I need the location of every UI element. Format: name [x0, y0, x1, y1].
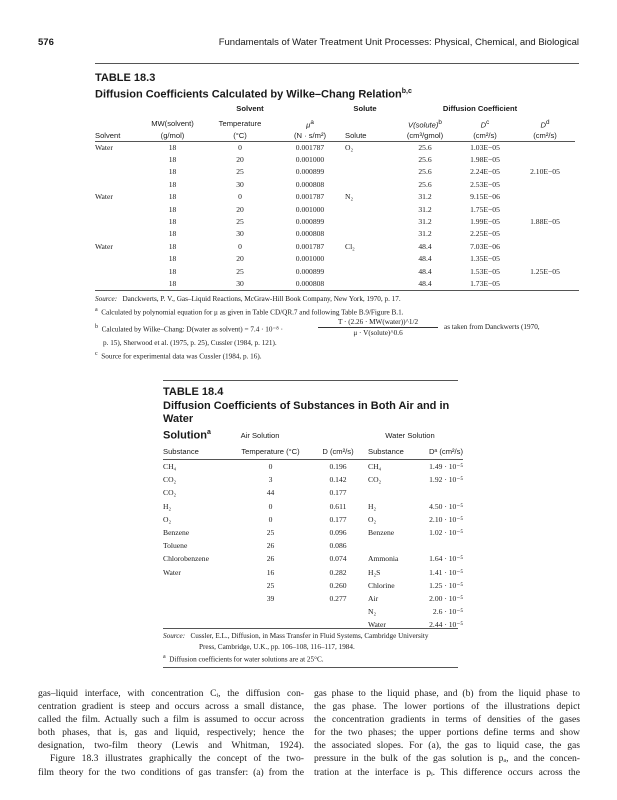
page-header	[38, 37, 579, 51]
table2-row	[163, 592, 463, 605]
table2-row	[163, 460, 463, 474]
th-mw: MW(solvent)	[151, 119, 194, 129]
table1-cell-solute	[345, 266, 395, 278]
table1-row	[95, 241, 575, 253]
table1-cell-viscosity: 0.001787	[295, 192, 325, 202]
table2-cell-d-water: 2.44 · 10⁻⁵	[429, 620, 463, 630]
body-line: the associated slopes. For (a), the gas to liquid case, the gas	[314, 740, 580, 752]
table2-cell-d-air	[308, 605, 368, 618]
table2-cell-air-substance: Toluene	[163, 541, 188, 551]
table2-row	[163, 486, 463, 499]
th2-da: Dᵃ (cm²/s)	[428, 447, 463, 456]
table1-cell-viscosity: 0.000808	[295, 179, 325, 189]
table1-row	[95, 228, 575, 240]
table1-cell-mw: 18	[168, 204, 177, 214]
table1-note-a-text: Calculated by polynomial equation for μ as given in Table CD/QR.7 and following Table B.9/Figure B.1.	[101, 307, 404, 316]
table2-cell-air-substance: CO₂	[163, 488, 177, 498]
th2-substance-water: Substance	[368, 447, 404, 456]
table1-cell-mw: 18	[168, 216, 177, 226]
page-number: 576	[38, 37, 54, 48]
th-solvent: Solvent	[95, 130, 121, 140]
table1-cell-temperature: 20	[236, 154, 244, 164]
table2-note-a: $^a$ Diffusion coefficients for water solutions are at 25°C.	[163, 654, 324, 664]
note-b-numerator: T · (2.26 · MW(water))^1/2	[318, 317, 438, 328]
table1-cell-d-exp: 2.10E−05	[530, 167, 560, 177]
table2-cell-d-water: 1.25 · 10⁻⁵	[429, 580, 463, 590]
table1-cell-viscosity: 0.001000	[295, 254, 325, 264]
table1-cell-solvent	[95, 166, 140, 178]
table1-cell-mw: 18	[168, 279, 177, 288]
table2-cell-temperature: 39	[266, 594, 275, 604]
table2-cell-water-substance: H₂	[368, 501, 377, 511]
table1-cell-solute	[345, 204, 395, 216]
th-temp-unit: (°C)	[233, 130, 247, 140]
th2-d: D (cm²/s)	[322, 447, 354, 456]
table1-cell-solvent	[95, 154, 140, 166]
table1-cell-viscosity: 0.000899	[295, 167, 325, 177]
table2-row	[163, 605, 463, 618]
table2-cell-d-water: 1.49 · 10⁻⁵	[429, 462, 463, 471]
table2-body	[163, 460, 463, 632]
table2-cell-d-air: 0.277	[329, 594, 347, 604]
table1-cell-v-solute: 48.4	[418, 254, 432, 264]
table2-caption-sup: a	[207, 429, 211, 436]
note-b-denominator: μ · V(solute)^0.6	[353, 329, 403, 338]
table1-cell-solute	[345, 278, 395, 290]
th-v-unit: (cm³/gmol)	[406, 130, 444, 140]
th-v-label: V(solute)	[408, 120, 439, 130]
table2-cell-temperature: 0	[268, 462, 273, 471]
table1-cell-d-exp	[515, 154, 575, 166]
table2-cell-temperature: 26	[266, 554, 275, 564]
table2-cell-water-substance: Chlorine	[368, 580, 395, 590]
body-line: designation, two-film theory (Lewis and Whitman, 1924).	[38, 740, 304, 752]
table1-cell-v-solute: 25.6	[418, 167, 432, 177]
body-line: film theory for the two conditions of gas transfer: (a) from the	[38, 766, 304, 778]
table2-cell-air-substance	[163, 618, 233, 631]
table2-notes	[163, 631, 463, 665]
table2-cell-d-water: 2.00 · 10⁻⁵	[429, 594, 463, 604]
body-line: the gas phase. The lower portions of the illustrations depict	[314, 701, 580, 713]
table1-cell-d-exp	[515, 241, 575, 253]
th-dc-unit: (cm²/s)	[473, 130, 497, 140]
table2-cell-d-air: 0.086	[329, 541, 347, 551]
table1-source	[95, 294, 579, 305]
table1-cell-solvent: Water	[95, 241, 113, 251]
table1-note-b-cont: p. 15), Sherwood et al. (1975, p. 25), Cussler (1984, p. 121).	[103, 339, 277, 348]
table2-cell-water-substance: N₂	[368, 607, 377, 617]
body-line: for the two phases; the upper portions define terms and show	[314, 727, 580, 739]
table1-note-b: $^b$ Calculated by Wilke–Chang: D(water as solvent) = 7.4 · 10⁻⁸ · T · (2.26 · MW(water))^1/2 μ · V(solute)^0.6 as taken from Danckwerts (1970,	[95, 318, 540, 338]
table1-cell-d-exp	[515, 204, 575, 216]
table1-note-c-text: Source for experimental data was Cussler (1984, p. 16).	[101, 352, 262, 361]
table1-source-label: Source:	[95, 295, 118, 303]
table1-cell-temperature: 25	[236, 216, 244, 226]
body-line: pressure in the bulk of the gas solution is pₐ, and the concen-	[314, 753, 580, 765]
table1-caption-text: Diffusion Coefficients Calculated by Wilke–Chang Relation	[95, 88, 402, 101]
table2-row	[163, 552, 463, 565]
table1-cell-d-exp	[515, 253, 575, 265]
table2-cell-d-air: 0.260	[329, 580, 347, 590]
table1-row	[95, 179, 575, 191]
table1-cell-temperature: 20	[236, 254, 244, 264]
table2-row	[163, 566, 463, 579]
table1-cell-d-calc: 2.24E−05	[470, 167, 500, 177]
table1-cell-solvent	[95, 266, 140, 278]
body-column-right	[314, 687, 580, 779]
table2-caption-line2: Solution	[163, 429, 207, 442]
table2-cell-d-air: 0.177	[329, 514, 347, 524]
table1-cell-d-exp	[515, 228, 575, 240]
table1-cell-viscosity: 0.000808	[295, 279, 325, 288]
table2	[163, 445, 463, 632]
table1-cell-d-exp: 1.88E−05	[530, 216, 560, 226]
table1-bottom-rule	[95, 290, 579, 291]
table2-cell-d-air: 0.282	[329, 567, 347, 577]
table1-cell-v-solute: 31.2	[418, 192, 432, 202]
table1-cell-v-solute: 25.6	[418, 142, 432, 152]
table1-row	[95, 204, 575, 216]
table1-cell-v-solute: 48.4	[418, 279, 432, 288]
table2-cell-temperature	[233, 605, 308, 618]
table2-cell-d-water	[418, 539, 463, 552]
table2-row	[163, 579, 463, 592]
table2-title: TABLE 18.4	[163, 386, 224, 398]
table1-cell-solute: N₂	[345, 192, 354, 202]
table1-note-c: $^c$ Source for experimental data was Cussler (1984, p. 16).	[95, 350, 262, 361]
table2-cell-d-water	[418, 486, 463, 499]
table2-cell-air-substance	[163, 592, 233, 605]
th-dc-sup: c	[486, 119, 490, 126]
table1-cell-mw: 18	[168, 142, 177, 152]
th-dc-label: D	[480, 120, 487, 130]
table2-cell-water-substance	[368, 539, 418, 552]
table1-row	[95, 253, 575, 265]
table1-cell-solvent	[95, 278, 140, 290]
table1-group-diffusion: Diffusion Coefficient	[442, 104, 518, 113]
table1-cell-d-exp	[515, 179, 575, 191]
table1-cell-mw: 18	[168, 229, 177, 239]
table2-cell-temperature: 16	[266, 567, 275, 577]
body-line: tration at the interface is pᵢ. This difference occurs across the	[314, 766, 580, 778]
table2-cell-water-substance	[368, 486, 418, 499]
th-dd-sup: d	[545, 119, 550, 126]
table2-cell-d-water: 2.6 · 10⁻⁵	[432, 607, 463, 617]
table1-cell-viscosity: 0.000808	[295, 229, 325, 239]
table2-cell-air-substance: O₂	[163, 514, 172, 524]
table2-cell-air-substance: Water	[163, 567, 181, 577]
table2-note-a-text: Diffusion coefficients for water solutions are at 25°C.	[169, 655, 324, 664]
table1-cell-solvent	[95, 228, 140, 240]
table1-cell-solvent	[95, 253, 140, 265]
table2-source-line1: Cussler, E.L., Diffusion, in Mass Transfer in Fluid Systems, Cambridge University	[190, 632, 429, 640]
table2-cell-air-substance: H₂	[163, 501, 172, 511]
table1-group-solvent: Solvent	[236, 104, 264, 113]
table1-cell-solvent: Water	[95, 192, 113, 202]
table1-cell-d-exp: 1.25E−05	[530, 266, 560, 276]
table1-cell-v-solute: 48.4	[418, 266, 432, 276]
table1-cell-d-calc: 1.73E−05	[470, 279, 500, 288]
table1-cell-d-calc: 2.25E−05	[470, 229, 500, 239]
table2-cell-air-substance	[163, 605, 233, 618]
table2-row	[163, 539, 463, 552]
table1-cell-v-solute: 31.2	[418, 216, 432, 226]
th-mw-unit: (g/mol)	[160, 130, 185, 140]
th-temp: Temperature	[218, 119, 262, 129]
table1-cell-v-solute: 25.6	[418, 154, 432, 164]
note-b-start: Calculated by Wilke–Chang: D(water as solvent) = 7.4 · 10⁻⁸ ·	[101, 325, 283, 334]
table1	[95, 118, 575, 290]
table1-cell-d-exp	[515, 191, 575, 203]
table1-cell-temperature: 0	[238, 192, 242, 202]
table2-cell-temperature: 25	[266, 580, 275, 590]
table1-note-a: $^a$ Calculated by polynomial equation for μ as given in Table CD/QR.7 and following Table B.9/Figure B.1.	[95, 306, 404, 316]
table2-row	[163, 526, 463, 539]
table1-cell-d-calc: 1.03E−05	[470, 142, 500, 152]
table1-row	[95, 154, 575, 166]
table1-cell-solute	[345, 166, 395, 178]
body-line: called the film. Actually such a film is assumed to occur across	[38, 714, 304, 726]
table1-cell-solvent	[95, 204, 140, 216]
table1-cell-d-calc: 1.98E−05	[470, 154, 500, 164]
table2-end-rule	[163, 667, 458, 668]
body-line: both phases, that is, gas and liquid, respectively; hence the	[38, 727, 304, 739]
table1-cell-temperature: 25	[236, 266, 244, 276]
table2-cell-temperature: 25	[266, 528, 275, 538]
table1-caption-sup: b,c	[401, 88, 412, 95]
table2-cell-temperature: 26	[266, 541, 275, 551]
table2-cell-air-substance	[163, 579, 233, 592]
table1-cell-solute	[345, 228, 395, 240]
table1-cell-solute: Cl₂	[345, 241, 355, 251]
body-line: gas–liquid interface, with concentration Cᵢ, the diffusion con-	[38, 688, 304, 699]
table1-cell-v-solute: 48.4	[418, 241, 432, 251]
table1-cell-solvent	[95, 216, 140, 228]
table1-top-rule	[95, 63, 579, 64]
table1-cell-viscosity: 0.001787	[295, 142, 325, 152]
table2-header	[163, 445, 463, 460]
table1-cell-temperature: 20	[236, 204, 244, 214]
table1-body	[95, 141, 575, 290]
table1-cell-d-calc: 1.53E−05	[470, 266, 500, 276]
th-mu-sup: a	[310, 119, 314, 126]
running-title: Fundamentals of Water Treatment Unit Processes: Physical, Chemical, and Biological	[218, 37, 579, 48]
table1-cell-solvent: Water	[95, 142, 113, 152]
table1-cell-mw: 18	[168, 192, 177, 202]
table1-source-text: Danckwerts, P. V., Gas–Liquid Reactions, McGraw-Hill Book Company, New York, 1970, p. 17.	[122, 295, 401, 303]
table1-cell-mw: 18	[168, 167, 177, 177]
table1-cell-d-calc: 1.35E−05	[470, 254, 500, 264]
table1-cell-temperature: 0	[238, 241, 242, 251]
table2-cell-d-air: 0.611	[329, 501, 347, 511]
table1-cell-solute	[345, 179, 395, 191]
th-mu	[275, 118, 345, 131]
table1-cell-d-calc: 7.03E−06	[470, 241, 500, 251]
body-line: Figure 18.3 illustrates graphically the concept of the two-	[50, 753, 304, 765]
table2-cell-d-water: 2.10 · 10⁻⁵	[429, 514, 463, 524]
table2-caption-line1: Diffusion Coefficients of Substances in Both Air and in Water	[163, 400, 450, 425]
table1-cell-solute: O₂	[345, 142, 354, 152]
table2-cell-water-substance: Water	[368, 620, 386, 630]
table2-cell-air-substance: Chlorobenzene	[163, 554, 209, 564]
table1-cell-solvent	[95, 179, 140, 191]
table1-caption	[95, 85, 412, 102]
th-v-sup: b	[438, 119, 442, 126]
table2-source	[163, 631, 463, 642]
body-line: the concentration gradients in terms of densities of the gases	[314, 714, 580, 726]
table2-row	[163, 473, 463, 486]
table2-group-air: Air Solution	[240, 431, 280, 440]
table2-cell-air-substance: Benzene	[163, 528, 190, 538]
table2-cell-water-substance: Air	[368, 594, 379, 604]
table2-cell-d-air: 0.096	[329, 528, 347, 538]
table1-row	[95, 166, 575, 178]
table1-cell-v-solute: 31.2	[418, 229, 432, 239]
table2-cell-water-substance: Ammonia	[368, 554, 399, 564]
table1-cell-d-exp	[515, 141, 575, 154]
table1-cell-d-calc: 2.53E−05	[470, 179, 500, 189]
table2-cell-temperature: 0	[268, 514, 273, 524]
table1-cell-viscosity: 0.001787	[295, 241, 325, 251]
table1-cell-mw: 18	[168, 179, 177, 189]
table1-cell-v-solute: 25.6	[418, 179, 432, 189]
table2-cell-d-water: 4.50 · 10⁻⁵	[429, 501, 463, 511]
th-mu-unit: (N · s/m²)	[293, 130, 327, 140]
table2-cell-d-air	[308, 618, 368, 631]
th2-temp: Temperature (°C)	[241, 447, 300, 456]
table1-cell-viscosity: 0.001000	[295, 204, 325, 214]
table2-cell-temperature: 0	[268, 501, 273, 511]
table2-source-line2: Press, Cambridge, U.K., pp. 106–108, 116–117, 1984.	[199, 642, 355, 651]
body-line: gas phase to the liquid phase, and (b) from the liquid phase to	[314, 688, 580, 699]
table2-row	[163, 500, 463, 513]
table1-group-solute: Solute	[353, 104, 377, 113]
table2-cell-temperature	[233, 618, 308, 631]
table1-cell-d-calc: 1.75E−05	[470, 204, 500, 214]
table2-bottom-rule	[163, 628, 458, 629]
table1-cell-temperature: 30	[236, 279, 244, 288]
table1-cell-d-calc: 1.99E−05	[470, 216, 500, 226]
table1-row	[95, 278, 575, 290]
table1-cell-temperature: 30	[236, 179, 244, 189]
table1-cell-viscosity: 0.001000	[295, 154, 325, 164]
table1-title: TABLE 18.3	[95, 72, 156, 84]
table2-cell-water-substance: O₂	[368, 514, 377, 524]
th-dc	[455, 118, 515, 131]
table1-cell-solute	[345, 216, 395, 228]
table1-cell-solute	[345, 154, 395, 166]
th-mu-symbol: μ	[306, 120, 311, 130]
table2-cell-temperature: 44	[266, 488, 275, 498]
table2-cell-d-water: 1.02 · 10⁻⁵	[429, 528, 463, 538]
table1-cell-mw: 18	[168, 266, 177, 276]
table2-cell-temperature: 3	[268, 475, 273, 485]
table1-cell-d-exp	[515, 278, 575, 290]
table2-cell-air-substance: CO₂	[163, 475, 177, 485]
table1-row	[95, 191, 575, 203]
table2-cell-d-air: 0.142	[329, 475, 347, 485]
table2-cell-d-air: 0.177	[329, 488, 347, 498]
table2-top-rule	[163, 380, 458, 381]
table2-cell-d-air: 0.196	[329, 462, 347, 471]
table1-cell-solute	[345, 253, 395, 265]
table2-cell-air-substance: CH₄	[163, 462, 177, 471]
table1-cell-d-calc: 9.15E−06	[470, 192, 500, 202]
table2-group-water: Water Solution	[385, 431, 435, 440]
table1-cell-mw: 18	[168, 254, 177, 264]
table1-cell-viscosity: 0.000899	[295, 266, 325, 276]
table2-row	[163, 618, 463, 631]
th-v	[395, 118, 455, 131]
table2-cell-water-substance: CH₄	[368, 462, 382, 471]
table2-cell-d-air: 0.074	[329, 554, 347, 564]
table1-cell-v-solute: 31.2	[418, 204, 432, 214]
table1-cell-temperature: 25	[236, 167, 244, 177]
note-b-end: as taken from Danckwerts (1970,	[444, 323, 540, 332]
table1-notes	[95, 294, 579, 362]
table1-row	[95, 141, 575, 154]
table2-cell-water-substance: CO₂	[368, 475, 382, 485]
table1-cell-temperature: 30	[236, 229, 244, 239]
table1-row	[95, 216, 575, 228]
table2-source-label: Source:	[163, 632, 186, 640]
table1-cell-mw: 18	[168, 154, 177, 164]
table1-header	[95, 118, 575, 141]
table2-row	[163, 513, 463, 526]
table1-cell-viscosity: 0.000899	[295, 216, 325, 226]
table2-cell-d-water: 1.41 · 10⁻⁵	[429, 567, 463, 577]
th-dd	[515, 118, 575, 131]
table2-cell-d-water: 1.64 · 10⁻⁵	[429, 554, 463, 564]
table2-cell-water-substance: H₂S	[368, 567, 381, 577]
th2-substance: Substance	[163, 447, 199, 456]
body-column-left	[38, 687, 304, 779]
body-line: centration gradient is steep and occurs across a small distance,	[38, 701, 304, 713]
table2-cell-water-substance: Benzene	[368, 528, 395, 538]
th-dd-label: D	[540, 120, 546, 130]
table1-cell-temperature: 0	[238, 142, 242, 152]
th-dd-unit: (cm²/s)	[533, 130, 557, 140]
table1-cell-mw: 18	[168, 241, 177, 251]
table1-row	[95, 266, 575, 278]
th-solute: Solute	[345, 130, 367, 140]
table2-cell-d-water: 1.92 · 10⁻⁵	[429, 475, 463, 485]
